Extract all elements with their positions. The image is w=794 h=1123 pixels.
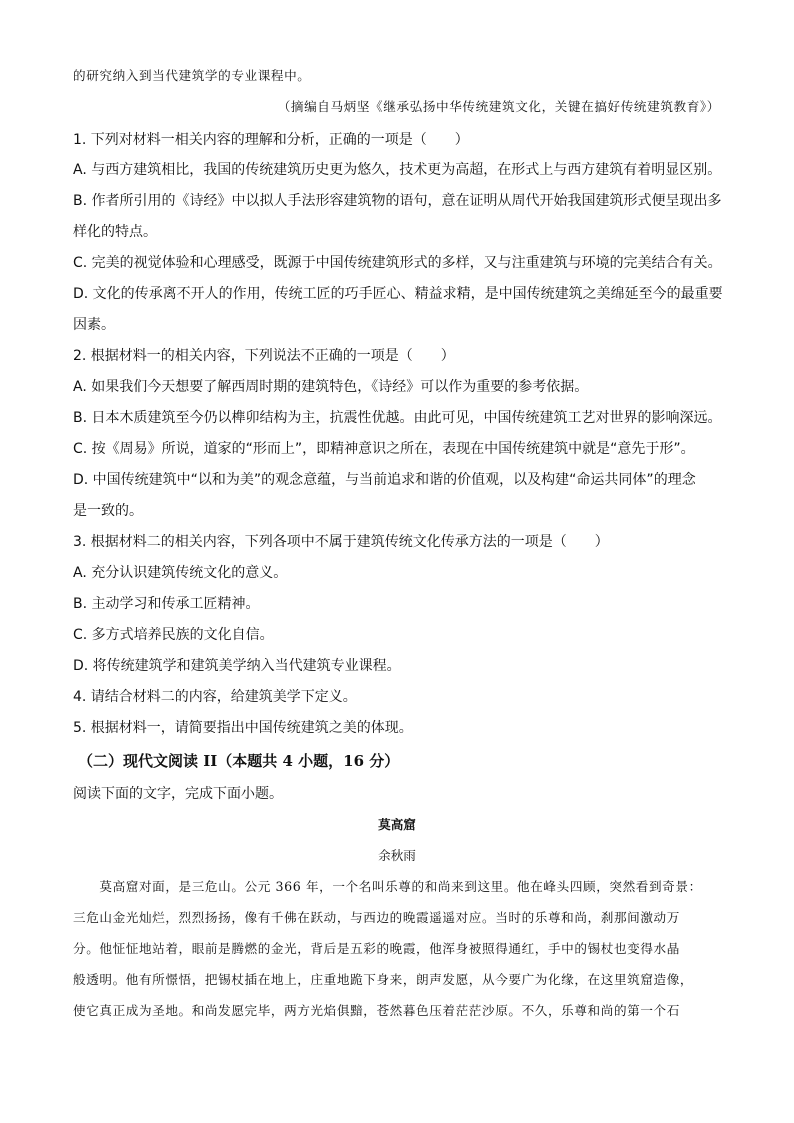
question-1: 1. 下列对材料一相关内容的理解和分析，正确的一项是（ ） bbox=[73, 132, 469, 148]
article-line-3: 分。他怔怔地站着，眼前是腾燃的金光，背后是五彩的晚霞，他浑身被照得通红，手中的锡杖也变得水晶 bbox=[73, 941, 680, 956]
option-3c: C. 多方式培养民族的文化自信。 bbox=[73, 627, 274, 643]
question-4: 4. 请结合材料二的内容，给建筑美学下定义。 bbox=[73, 689, 357, 705]
question-2: 2. 根据材料一的相关内容，下列说法不正确的一项是（ ） bbox=[73, 348, 455, 364]
option-1d: D. 文化的传承离不开人的作用，传统工匠的巧手匠心、精益求精，是中国传统建筑之美绵延至今的最重要 bbox=[73, 286, 723, 302]
question-5: 5. 根据材料一，请简要指出中国传统建筑之美的体现。 bbox=[73, 720, 413, 736]
option-3a: A. 充分认识建筑传统文化的意义。 bbox=[73, 565, 288, 581]
option-2d: D. 中国传统建筑中“以和为美”的观念意蕴，与当前追求和谐的价值观，以及构建“命运共同体”的理念 bbox=[73, 472, 696, 488]
option-3d: D. 将传统建筑学和建筑美学纳入当代建筑专业课程。 bbox=[73, 658, 401, 674]
article-title: 莫高窟 bbox=[378, 817, 416, 832]
question-3: 3. 根据材料二的相关内容，下列各项中不属于建筑传统文化传承方法的一项是（ ） bbox=[73, 534, 609, 550]
option-1d-cont: 因素。 bbox=[73, 317, 115, 333]
article-line-4: 般透明。他有所憬悟，把锡杖插在地上，庄重地跪下身来，朗声发愿，从今要广为化缘，在这里筑窟造像， bbox=[73, 972, 694, 987]
article-author: 余秋雨 bbox=[378, 848, 416, 863]
option-2b: B. 日本木质建筑至今仍以榫卯结构为主，抗震性优越。由此可见，中国传统建筑工艺对世界的影响深远。 bbox=[73, 410, 722, 426]
article-line-2: 三危山金光灿烂，烈烈扬扬，像有千佛在跃动，与西边的晚霞遥遥对应。当时的乐尊和尚，刹那间激动万 bbox=[73, 910, 680, 925]
option-2a: A. 如果我们今天想要了解西周时期的建筑特色，《诗经》可以作为重要的参考依据。 bbox=[73, 379, 589, 395]
section-heading: （二）现代文阅读 II（本题共 4 小题，16 分） bbox=[78, 752, 400, 770]
option-3b: B. 主动学习和传承工匠精神。 bbox=[73, 596, 260, 612]
source-citation: （摘编自马炳坚《继承弘扬中华传统建筑文化，关键在搞好传统建筑教育》） bbox=[277, 99, 720, 114]
option-1c: C. 完美的视觉体验和心理感受，既源于中国传统建筑形式的多样，又与注重建筑与环境的完美结合有关。 bbox=[73, 255, 722, 271]
option-2c: C. 按《周易》所说，道家的“形而上”，即精神意识之所在，表现在中国传统建筑中就是“意先于形”。 bbox=[73, 441, 695, 457]
option-1b-cont: 样化的特点。 bbox=[73, 224, 157, 240]
material-end-text: 的研究纳入到当代建筑学的专业课程中。 bbox=[73, 68, 311, 83]
option-1a: A. 与西方建筑相比，我国的传统建筑历史更为悠久，技术更为高超，在形式上与西方建筑有着明显区别。 bbox=[73, 162, 722, 178]
option-2d-cont: 是一致的。 bbox=[73, 503, 143, 519]
instruction-text: 阅读下面的文字，完成下面小题。 bbox=[73, 786, 283, 802]
option-1b: B. 作者所引用的《诗经》中以拟人手法形容建筑物的语句，意在证明从周代开始我国建筑形式便呈现出多 bbox=[73, 193, 722, 209]
article-line-5: 使它真正成为圣地。和尚发愿完毕，两方光焰俱黯，苍然暮色压着茫茫沙原。不久，乐尊和尚的第一个石 bbox=[73, 1003, 680, 1018]
article-line-1: 莫高窟对面，是三危山。公元 366 年，一个名叫乐尊的和尚来到这里。他在峰头四顾，突然看到奇景： bbox=[73, 879, 702, 894]
